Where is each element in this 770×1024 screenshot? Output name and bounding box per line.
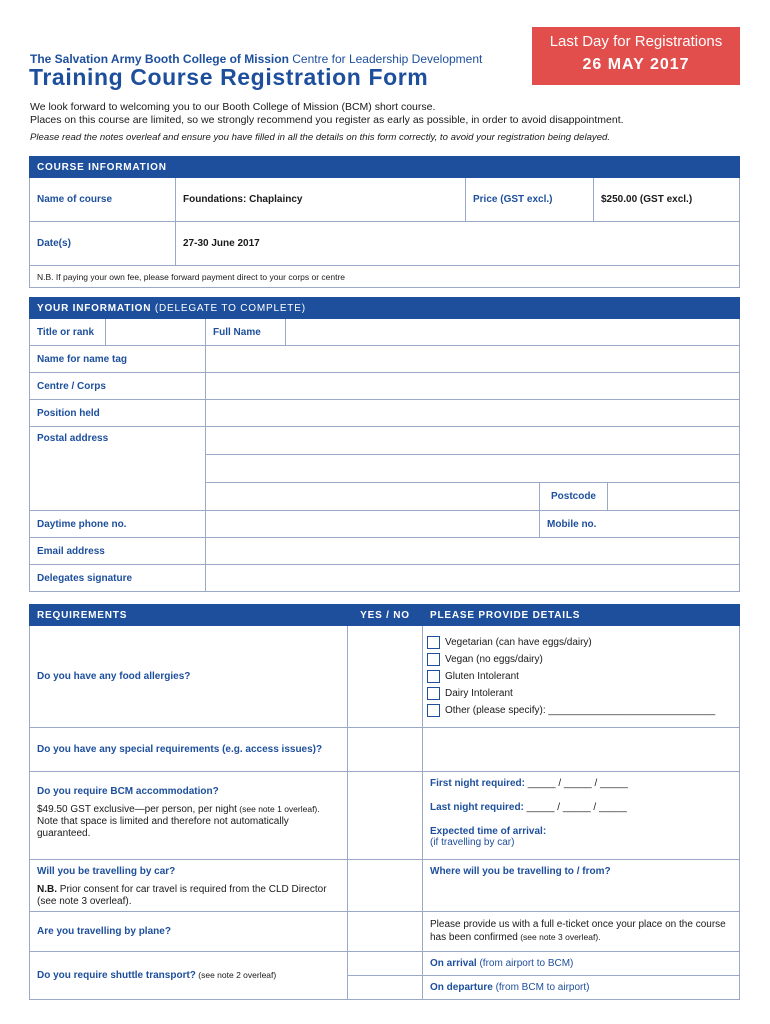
special-requirements-details[interactable] (423, 728, 740, 772)
plane-note (423, 912, 740, 952)
full-name-field[interactable] (286, 319, 740, 346)
option-other[interactable] (427, 702, 735, 719)
option-gluten[interactable] (427, 668, 735, 685)
intro-line-1: We look forward to welcoming you to our Booth College of Mission (BCM) short course. (30, 101, 436, 113)
name-tag-field[interactable] (206, 346, 740, 373)
phone-field[interactable] (206, 511, 540, 538)
last-night-blanks: _____ / _____ / _____ (523, 802, 627, 813)
arrival-time-label: Expected time of arrival: (430, 826, 547, 837)
intro-line-2: Places on this course are limited, so we strongly recommend you register as early as possible, in order to avoid disappointment. (30, 114, 624, 126)
accommodation-note (37, 803, 340, 840)
plane-note-text: Please provide us with a full e-ticket once your place on the course has been confirmed (430, 919, 726, 943)
course-info-table (29, 156, 740, 288)
delegate-heading-main: YOUR INFORMATION (37, 302, 152, 314)
car-question: Will you be travelling by car? (37, 866, 176, 877)
dates-value[interactable]: 27-30 June 2017 (176, 222, 740, 266)
email-label: Email address (30, 538, 206, 565)
car-nb: N.B. (37, 884, 57, 895)
shuttle-departure-detail: (from BCM to airport) (492, 982, 590, 993)
last-night-label: Last night required: (430, 802, 524, 813)
postal-address-label: Postal address (30, 427, 206, 511)
shuttle-arrival-yesno[interactable] (348, 952, 423, 976)
postal-address-line-2[interactable] (206, 455, 740, 483)
other-label: Other (please specify): ______________________________ (445, 705, 716, 716)
food-allergies-yesno[interactable] (348, 626, 423, 728)
car-yesno[interactable] (348, 860, 423, 912)
first-night-blanks: _____ / _____ / _____ (525, 778, 628, 789)
instructions-note: Please read the notes overleaf and ensure you have filled in all the details on this form correctly, to avoid your registration being delayed. (30, 132, 611, 143)
course-info-heading: COURSE INFORMATION (30, 157, 740, 178)
delegate-info-table (29, 297, 740, 592)
postal-address-line-1[interactable] (206, 427, 740, 455)
food-options (423, 626, 740, 728)
vegetarian-checkbox[interactable] (427, 636, 440, 649)
mobile-label-cell[interactable] (540, 511, 740, 538)
shuttle-cell (30, 952, 348, 1000)
signature-field[interactable] (206, 565, 740, 592)
accommodation-note-ref: (see note 1 overleaf). (236, 804, 320, 814)
shuttle-arrival[interactable] (423, 952, 740, 976)
yes-no-heading: YES / NO (348, 605, 423, 626)
gluten-label: Gluten Intolerant (445, 671, 519, 682)
org-name: The Salvation Army Booth College of Mission (30, 52, 289, 66)
details-heading: PLEASE PROVIDE DETAILS (423, 605, 740, 626)
position-held-field[interactable] (206, 400, 740, 427)
postcode-label: Postcode (540, 483, 608, 511)
vegetarian-label: Vegetarian (can have eggs/dairy) (445, 637, 592, 648)
phone-label: Daytime phone no. (30, 511, 206, 538)
plane-note-ref: (see note 3 overleaf). (517, 932, 601, 942)
page-title: Training Course Registration Form (29, 64, 429, 90)
name-tag-label: Name for name tag (30, 346, 206, 373)
option-vegetarian[interactable] (427, 634, 735, 651)
car-where[interactable]: Where will you be travelling to / from? (423, 860, 740, 912)
deadline-label: Last Day for Registrations (549, 33, 723, 50)
signature-label: Delegates signature (30, 565, 206, 592)
first-night-label: First night required: (430, 778, 525, 789)
gluten-checkbox[interactable] (427, 670, 440, 683)
special-requirements-question: Do you have any special requirements (e.g. access issues)? (30, 728, 348, 772)
shuttle-note-ref: (see note 2 overleaf) (195, 970, 277, 980)
car-note (37, 884, 340, 908)
food-allergies-question: Do you have any food allergies? (30, 626, 348, 728)
accommodation-limit: Note that space is limited and therefore not automatically guaranteed. (37, 816, 289, 839)
intro-text (30, 101, 750, 127)
full-name-label: Full Name (206, 319, 286, 346)
option-dairy[interactable] (427, 685, 735, 702)
first-night-row[interactable] (430, 778, 732, 789)
dairy-checkbox[interactable] (427, 687, 440, 700)
delegate-heading-sub: (DELEGATE TO COMPLETE) (151, 302, 306, 314)
centre-corps-field[interactable] (206, 373, 740, 400)
plane-question: Are you travelling by plane? (30, 912, 348, 952)
special-requirements-yesno[interactable] (348, 728, 423, 772)
course-name-label: Name of course (30, 178, 176, 222)
vegan-checkbox[interactable] (427, 653, 440, 666)
shuttle-departure[interactable] (423, 976, 740, 1000)
title-rank-label: Title or rank (30, 319, 106, 346)
postcode-field[interactable] (608, 483, 740, 511)
option-vegan[interactable] (427, 651, 735, 668)
accommodation-yesno[interactable] (348, 772, 423, 860)
requirements-heading: REQUIREMENTS (30, 605, 348, 626)
mobile-label: Mobile no. (547, 518, 597, 530)
car-cell (30, 860, 348, 912)
deadline-date: 26 MAY 2017 (582, 56, 690, 73)
accommodation-details (423, 772, 740, 860)
accommodation-question: Do you require BCM accommodation? (37, 786, 219, 797)
shuttle-arrival-label: On arrival (430, 958, 477, 969)
shuttle-departure-yesno[interactable] (348, 976, 423, 1000)
arrival-time-sub: (if travelling by car) (430, 837, 515, 848)
vegan-label: Vegan (no eggs/dairy) (445, 654, 543, 665)
price-value[interactable]: $250.00 (GST excl.) (594, 178, 740, 222)
last-night-row[interactable] (430, 802, 732, 813)
accommodation-cell (30, 772, 348, 860)
postal-address-line-3[interactable] (206, 483, 540, 511)
email-field[interactable] (206, 538, 740, 565)
fee-note: N.B. If paying your own fee, please forward payment direct to your corps or centre (30, 266, 740, 288)
shuttle-question: Do you require shuttle transport? (37, 970, 196, 981)
requirements-table (29, 604, 740, 1000)
deadline-banner (532, 27, 740, 85)
dairy-label: Dairy Intolerant (445, 688, 513, 699)
course-name-value[interactable]: Foundations: Chaplaincy (176, 178, 466, 222)
other-checkbox[interactable] (427, 704, 440, 717)
centre-corps-label: Centre / Corps (30, 373, 206, 400)
title-rank-field[interactable] (106, 319, 206, 346)
plane-yesno[interactable] (348, 912, 423, 952)
dates-label: Date(s) (30, 222, 176, 266)
accommodation-price: $49.50 GST exclusive—per person, per night (37, 804, 237, 815)
shuttle-departure-label: On departure (430, 982, 493, 993)
price-label: Price (GST excl.) (466, 178, 594, 222)
org-centre: Centre for Leadership Development (288, 52, 483, 66)
position-held-label: Position held (30, 400, 206, 427)
car-note-text: Prior consent for car travel is required from the CLD Director (see note 3 overleaf). (37, 884, 327, 907)
shuttle-arrival-detail: (from airport to BCM) (476, 958, 574, 969)
delegate-info-heading (30, 298, 740, 319)
